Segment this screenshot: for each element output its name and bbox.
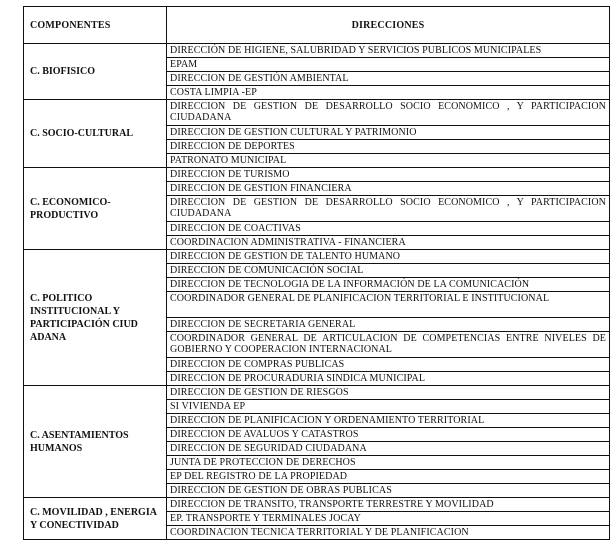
direction-cell: DIRECCION DE PROCURADURIA SINDICA MUNICIPAL: [167, 372, 610, 386]
direction-cell: DIRECCION DE GESTION CULTURAL Y PATRIMONIO: [167, 126, 610, 140]
direction-cell: DIRECCION DE AVALUOS Y CATASTROS: [167, 428, 610, 442]
direction-cell: SI VIVIENDA EP: [167, 400, 610, 414]
direction-cell: DIRECCION DE COMPRAS PUBLICAS: [167, 358, 610, 372]
direction-cell: DIRECCION DE GESTION DE TALENTO HUMANO: [167, 250, 610, 264]
direction-cell: DIRECCION DE TRANSITO, TRANSPORTE TERRESTRE Y MOVILIDAD: [167, 498, 610, 512]
direction-cell: DIRECCION DE TECNOLOGIA DE LA INFORMACIÓN DE LA COMUNICACIÓN: [167, 278, 610, 292]
table-row: [24, 168, 610, 182]
direction-cell: COORDINACION ADMINISTRATIVA - FINANCIERA: [167, 236, 610, 250]
direction-cell: DIRECCION DE PLANIFICACION Y ORDENAMIENTO TERRITORIAL: [167, 414, 610, 428]
table-row: [24, 386, 610, 400]
direction-cell: JUNTA DE PROTECCION DE DERECHOS: [167, 456, 610, 470]
direction-cell: COORDINADOR GENERAL DE ARTICULACION DE COMPETENCIAS ENTRE NIVELES DE GOBIERNO Y COOPERACION INTERNACIONAL: [167, 332, 610, 358]
direction-cell: DIRECCION DE GESTION FINANCIERA: [167, 182, 610, 196]
direction-cell: COORDINADOR GENERAL DE PLANIFICACION TERRITORIAL E INSTITUCIONAL: [167, 292, 610, 318]
direction-cell: DIRECCION DE DEPORTES: [167, 140, 610, 154]
components-table: [23, 6, 610, 540]
direction-cell: DIRECCION DE TURISMO: [167, 168, 610, 182]
direction-cell: EP DEL REGISTRO DE LA PROPIEDAD: [167, 470, 610, 484]
direction-cell: DIRECCION DE SECRETARIA GENERAL: [167, 318, 610, 332]
component-name: C. ECONOMICO-PRODUCTIVO: [24, 168, 167, 250]
table-row: [24, 100, 610, 126]
component-name: C. POLITICO INSTITUCIONAL Y PARTICIPACIÓN CIUD ADANA: [24, 250, 167, 386]
direction-cell: DIRECCION DE COMUNICACIÓN SOCIAL: [167, 264, 610, 278]
direction-cell: EPAM: [167, 58, 610, 72]
direction-cell: EP. TRANSPORTE Y TERMINALES JOCAY: [167, 512, 610, 526]
table-row: [24, 250, 610, 264]
direction-cell: DIRECCION DE GESTION DE RIESGOS: [167, 386, 610, 400]
component-name: C. BIOFISICO: [24, 44, 167, 100]
direction-cell: DIRECCION DE GESTION DE DESARROLLO SOCIO ECONOMICO , Y PARTICIPACION CIUDADANA: [167, 100, 610, 126]
component-name: C. MOVILIDAD , ENERGIA Y CONECTIVIDAD: [24, 498, 167, 540]
direction-cell: PATRONATO MUNICIPAL: [167, 154, 610, 168]
direction-cell: COORDINACION TECNICA TERRITORIAL Y DE PLANIFICACION: [167, 526, 610, 540]
component-name: C. SOCIO-CULTURAL: [24, 100, 167, 168]
table-row: [24, 44, 610, 58]
header-componentes: COMPONENTES: [24, 7, 167, 44]
table-body: [24, 44, 610, 540]
header-direcciones: DIRECCIONES: [167, 7, 610, 44]
direction-cell: DIRECCION DE GESTION DE OBRAS PUBLICAS: [167, 484, 610, 498]
header-row: [24, 7, 610, 44]
component-name: C. ASENTAMIENTOS HUMANOS: [24, 386, 167, 498]
direction-cell: DIRECCION DE COACTIVAS: [167, 222, 610, 236]
direction-cell: COSTA LIMPIA -EP: [167, 86, 610, 100]
direction-cell: DIRECCION DE SEGURIDAD CIUDADANA: [167, 442, 610, 456]
table-row: [24, 498, 610, 512]
direction-cell: DIRECCION DE GESTIÓN AMBIENTAL: [167, 72, 610, 86]
document-page: [23, 6, 609, 540]
direction-cell: DIRECCION DE GESTION DE DESARROLLO SOCIO ECONOMICO , Y PARTICIPACION CIUDADANA: [167, 196, 610, 222]
direction-cell: DIRECCIÓN DE HIGIENE, SALUBRIDAD Y SERVICIOS PUBLICOS MUNICIPALES: [167, 44, 610, 58]
